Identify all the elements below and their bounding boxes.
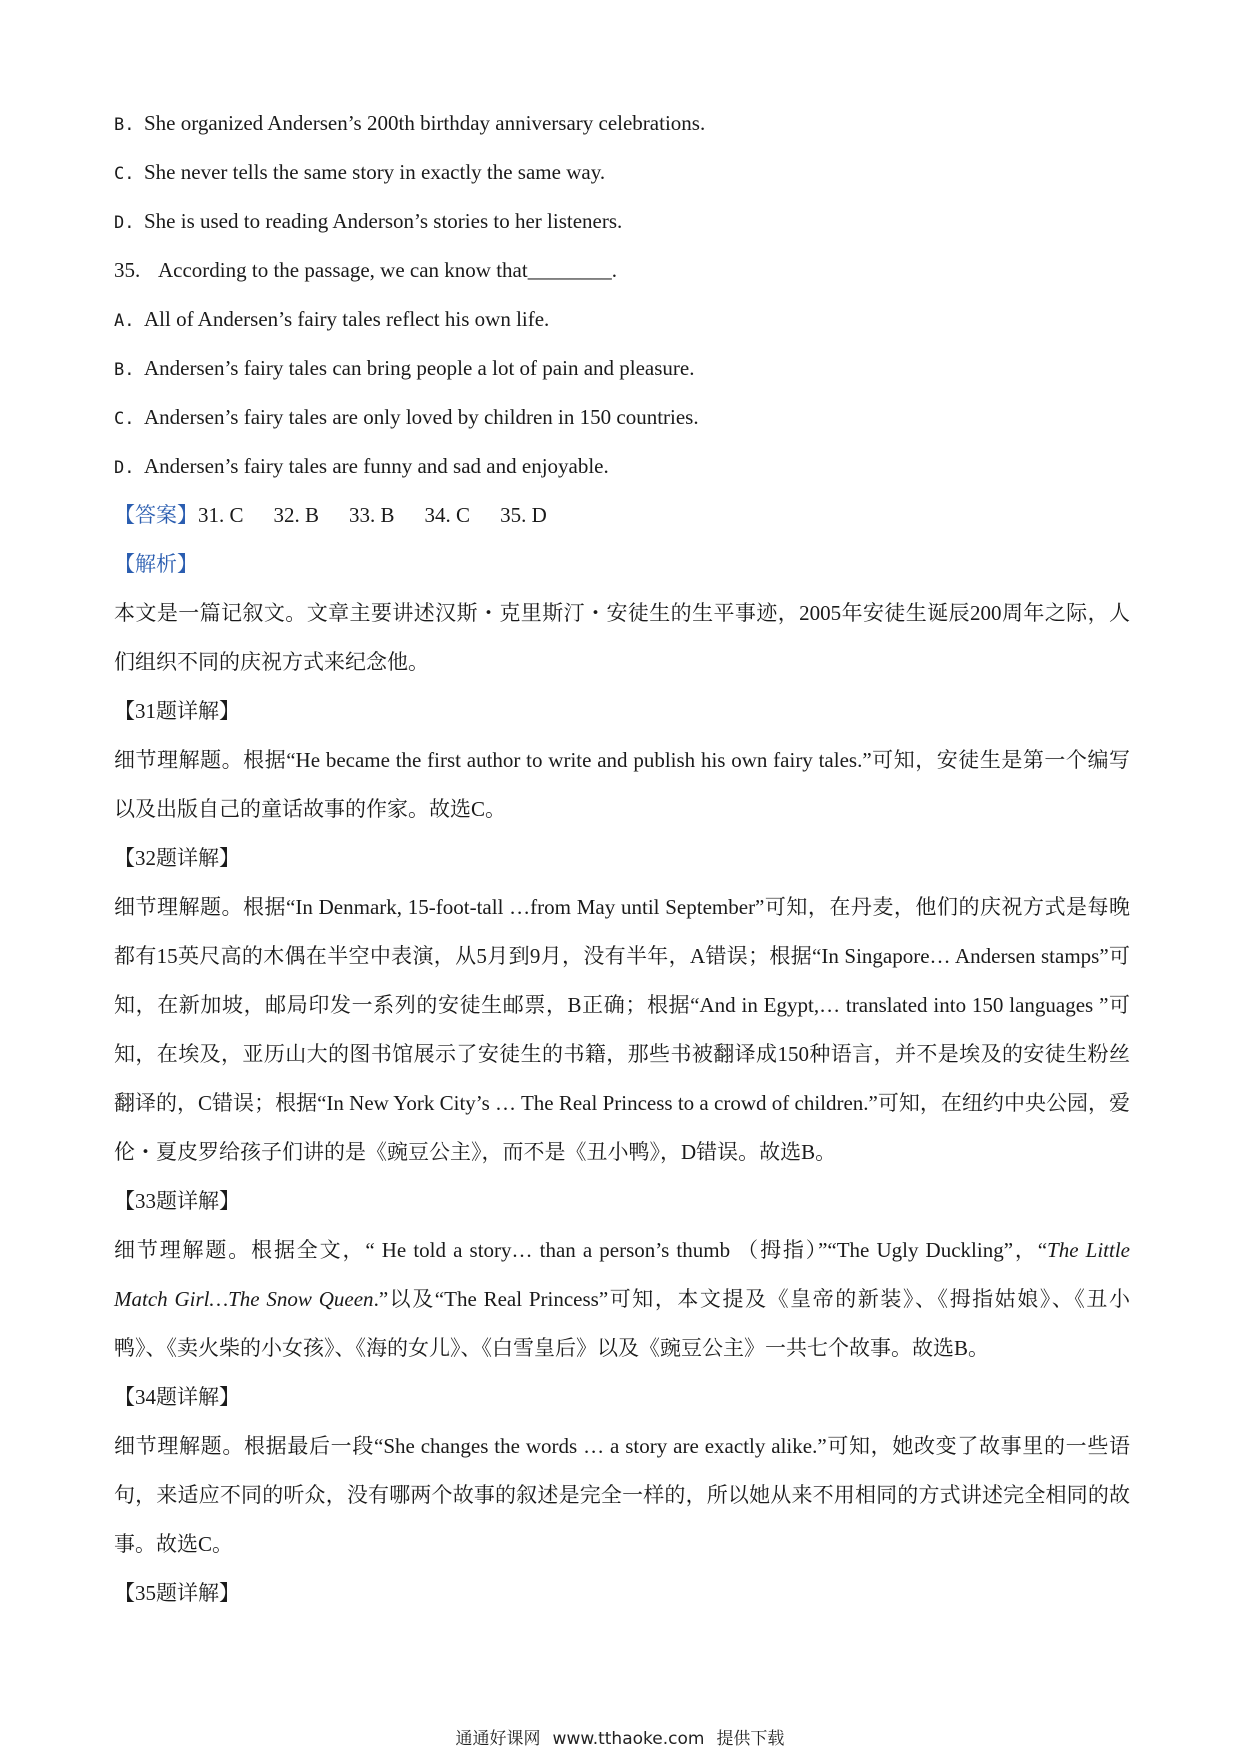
analysis-heading	[114, 540, 1130, 589]
detail-heading-32: 【32题详解】	[114, 846, 240, 870]
page-footer	[0, 1724, 1240, 1749]
q35-option-a	[114, 295, 1130, 344]
answer-item: 32. B	[273, 503, 320, 527]
detail-text-33-part-a: 细节理解题。根据全文，“ He told a story… than a person’s thumb （拇指）”“The Ugly Duckling”，“	[114, 1238, 1048, 1262]
option-letter: D.	[114, 213, 135, 233]
q34-option-d	[114, 197, 1130, 246]
detail-text-31: 细节理解题。根据“He became the first author to write and publish his own fairy tales.”可知，安徒生是第一个编写以及出版自己的童话故事的作家。故选C。	[114, 748, 1130, 821]
option-text: She organized Andersen’s 200th birthday anniversary celebrations.	[144, 111, 706, 135]
option-text: Andersen’s fairy tales are funny and sad and enjoyable.	[144, 454, 609, 478]
footer-site-name: 通通好课网	[455, 1729, 541, 1749]
option-letter: B.	[114, 360, 135, 380]
detail-text-32: 细节理解题。根据“In Denmark, 15-foot-tall …from May until September”可知，在丹麦，他们的庆祝方式是每晚都有15英尺高的木偶在半空中表演，从5月到9月，没有半年，A错误；根据“In Singapore… Andersen stamps”可知，在新加坡，邮局印发一系列的安徒生邮票，B正确；根据“And in Egypt,… translated into 150 languages ”可知，在埃及，亚历山大的图书馆展示了安徒生的书籍，那些书被翻译成150种语言，并不是埃及的安徒生粉丝翻译的，C错误；根据“In New York City’s … The Real Princess to a crowd of children.”可知，在纽约中央公园，爱伦・夏皮罗给孩子们讲的是《豌豆公主》，而不是《丑小鸭》，D错误。故选B。	[114, 895, 1130, 1164]
option-letter: C.	[114, 164, 135, 184]
analysis-intro: 本文是一篇记叙文。文章主要讲述汉斯・克里斯汀・安徒生的生平事迹，2005年安徒生诞辰200周年之际，人们组织不同的庆祝方式来纪念他。	[114, 601, 1130, 674]
q35-stem	[114, 246, 1130, 295]
q34-option-b	[114, 99, 1130, 148]
footer-suffix: 提供下载	[716, 1729, 785, 1749]
q35-option-d	[114, 442, 1130, 491]
option-text: She is used to reading Anderson’s stories to her listeners.	[144, 209, 623, 233]
answer-item: 35. D	[500, 503, 547, 527]
detail-heading-33: 【33题详解】	[114, 1189, 240, 1213]
detail-text-33	[114, 1226, 1130, 1373]
answer-item: 31. C	[198, 503, 244, 527]
option-text: Andersen’s fairy tales can bring people a lot of pain and pleasure.	[144, 356, 695, 380]
detail-text-33-part-b: .”以及“The Real Princess”可知，本文提及《皇帝的新装》、《拇指姑娘》、《丑小鸭》、《卖火柴的小女孩》、《海的女儿》、《白雪皇后》以及《豌豆公主》一共七个故事。故选B。	[114, 1287, 1130, 1360]
q35-option-c	[114, 393, 1130, 442]
q34-option-c	[114, 148, 1130, 197]
detail-text-34: 细节理解题。根据最后一段“She changes the words … a story are exactly alike.”可知，她改变了故事里的一些语句，来适应不同的听众，没有哪两个故事的叙述是完全一样的，所以她从来不用相同的方式讲述完全相同的故事。故选C。	[114, 1434, 1130, 1556]
detail-heading-35: 【35题详解】	[114, 1581, 240, 1605]
option-letter: A.	[114, 311, 135, 331]
option-letter: D.	[114, 458, 135, 478]
option-text: She never tells the same story in exactly the same way.	[144, 160, 606, 184]
option-letter: C.	[114, 409, 135, 429]
question-number: 35.	[114, 258, 141, 282]
detail-heading-34: 【34题详解】	[114, 1385, 240, 1409]
detail-text-33-italic: The Little Match Girl…The Snow Queen	[114, 1238, 1130, 1311]
page-content	[114, 99, 1130, 1618]
question-text: According to the passage, we can know that________.	[158, 258, 617, 282]
answer-item: 33. B	[349, 503, 395, 527]
footer-url[interactable]: www.tthaoke.com	[552, 1729, 705, 1749]
answer-item: 34. C	[424, 503, 471, 527]
detail-heading-31: 【31题详解】	[114, 699, 240, 723]
option-letter: B.	[114, 115, 135, 135]
option-text: Andersen’s fairy tales are only loved by children in 150 countries.	[144, 405, 699, 429]
option-text: All of Andersen’s fairy tales reflect his own life.	[144, 307, 550, 331]
answer-tag: 【答案】	[114, 503, 198, 527]
analysis-tag: 【解析】	[114, 552, 198, 576]
q35-option-b	[114, 344, 1130, 393]
answer-line	[114, 491, 1130, 540]
